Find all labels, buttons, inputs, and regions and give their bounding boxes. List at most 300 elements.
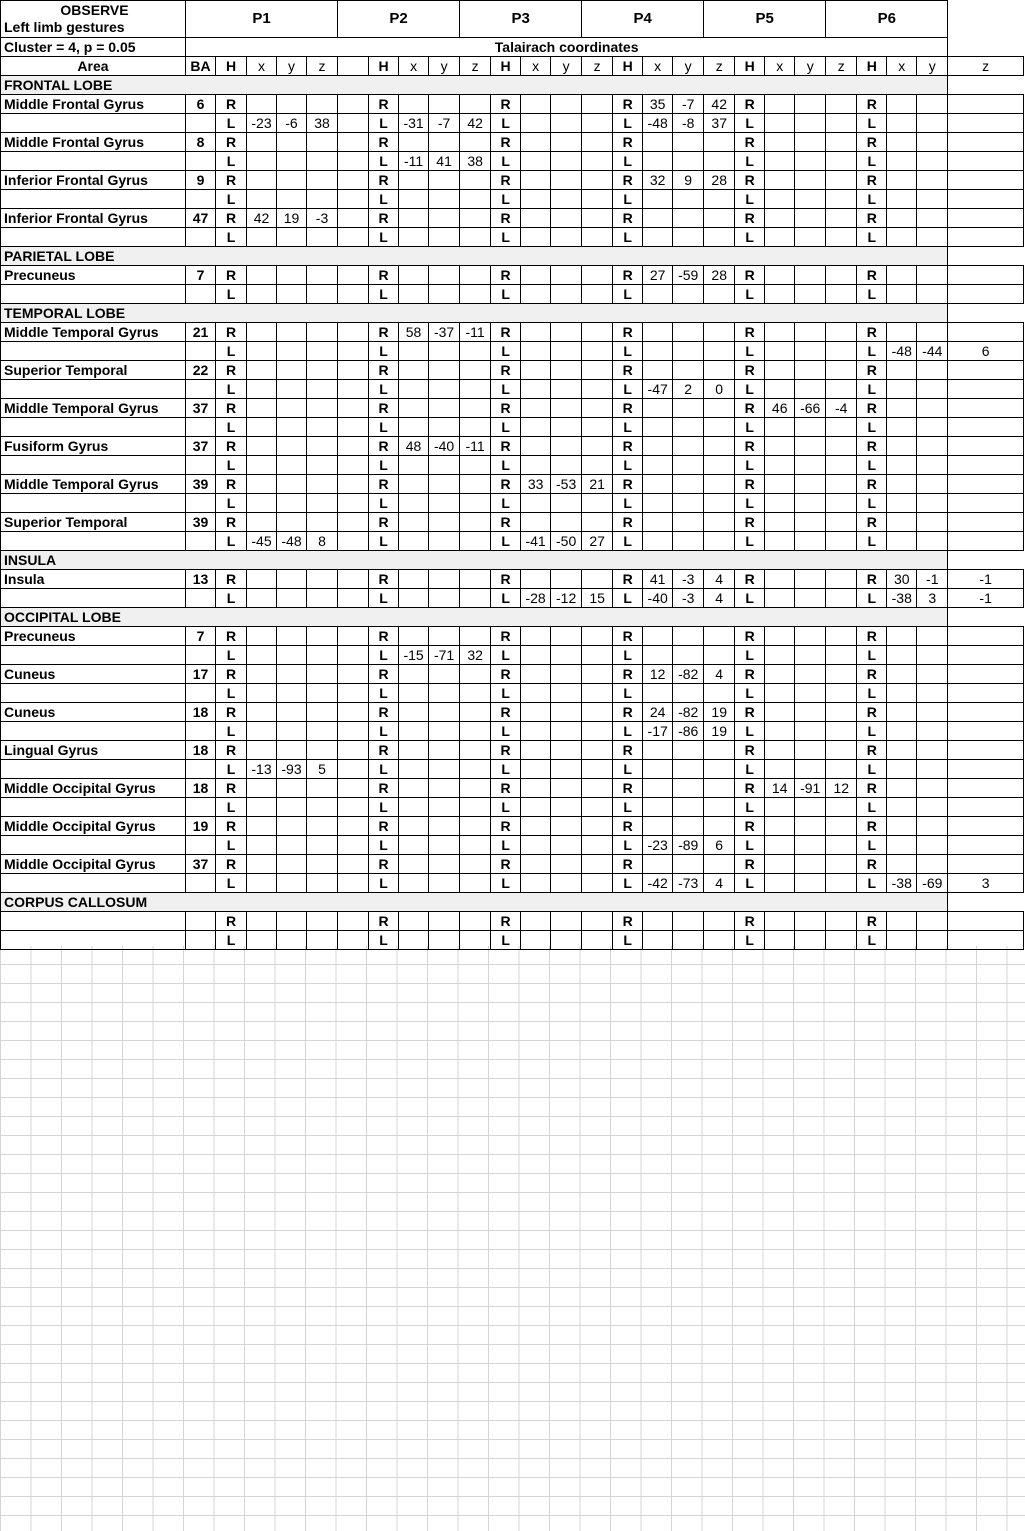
coord-z-cell xyxy=(948,152,1024,171)
coord-x-cell xyxy=(765,798,795,817)
coord-z-cell xyxy=(582,285,613,304)
area-cell: Middle Occipital Gyrus xyxy=(1,855,186,874)
coord-y-cell xyxy=(795,817,826,836)
area-cell: Middle Occipital Gyrus xyxy=(1,779,186,798)
column-header-x: x xyxy=(765,57,795,76)
pad-cell xyxy=(338,285,369,304)
pad-cell xyxy=(338,475,369,494)
coord-z-cell xyxy=(307,855,338,874)
coord-x-cell xyxy=(643,779,673,798)
coord-x-cell xyxy=(521,114,551,133)
hemisphere-cell: R xyxy=(735,133,765,152)
coord-y-cell: -91 xyxy=(795,779,826,798)
coord-x-cell xyxy=(765,95,795,114)
hemisphere-cell: R xyxy=(857,133,887,152)
coord-y-cell xyxy=(795,665,826,684)
table-row xyxy=(1,361,1024,380)
coord-y-cell: -3 xyxy=(673,570,704,589)
coord-z-cell xyxy=(582,912,613,931)
hemisphere-cell: L xyxy=(857,532,887,551)
hemisphere-cell: R xyxy=(735,513,765,532)
coord-y-cell xyxy=(673,532,704,551)
coord-x-cell xyxy=(643,285,673,304)
hemisphere-cell: R xyxy=(857,323,887,342)
pad-cell xyxy=(338,665,369,684)
hemisphere-cell: L xyxy=(857,418,887,437)
column-header-y: y xyxy=(795,57,826,76)
coord-x-cell xyxy=(399,171,429,190)
coord-z-cell: 19 xyxy=(704,722,735,741)
pad-cell xyxy=(338,836,369,855)
area-cell: Middle Temporal Gyrus xyxy=(1,475,186,494)
coord-x-cell xyxy=(399,418,429,437)
participant-header-p6: P6 xyxy=(826,1,948,38)
coord-x-cell xyxy=(765,228,795,247)
coord-z-cell xyxy=(948,190,1024,209)
hemisphere-cell: L xyxy=(735,190,765,209)
coord-x-cell xyxy=(521,418,551,437)
observe-label xyxy=(1,1,186,38)
hemisphere-cell: R xyxy=(735,665,765,684)
coord-x-cell xyxy=(887,228,917,247)
coord-x-cell: 12 xyxy=(643,665,673,684)
coord-y-cell xyxy=(277,95,307,114)
coord-z-cell xyxy=(704,190,735,209)
table-row xyxy=(1,456,1024,475)
coord-z-cell xyxy=(826,627,857,646)
coord-y-cell xyxy=(429,190,460,209)
coord-x-cell xyxy=(247,627,277,646)
coord-x-cell xyxy=(765,513,795,532)
coord-z-cell xyxy=(704,741,735,760)
coord-x-cell xyxy=(643,152,673,171)
coord-z-cell xyxy=(460,418,491,437)
coord-z-cell xyxy=(826,931,857,950)
section-row xyxy=(1,608,1024,627)
coord-y-cell xyxy=(551,665,582,684)
coord-z-cell xyxy=(582,570,613,589)
hemisphere-cell: R xyxy=(491,399,521,418)
coord-y-cell xyxy=(429,722,460,741)
coord-y-cell xyxy=(551,912,582,931)
coord-y-cell xyxy=(795,437,826,456)
coord-x-cell xyxy=(247,475,277,494)
coord-y-cell xyxy=(551,456,582,475)
hemisphere-cell: L xyxy=(216,456,247,475)
coord-y-cell: -3 xyxy=(673,589,704,608)
coord-y-cell: -6 xyxy=(277,114,307,133)
hemisphere-cell: R xyxy=(369,779,399,798)
coord-x-cell xyxy=(247,133,277,152)
coord-x-cell xyxy=(399,532,429,551)
coord-y-cell: -89 xyxy=(673,836,704,855)
coord-y-cell xyxy=(277,285,307,304)
hemisphere-cell: L xyxy=(735,684,765,703)
coord-x-cell: -15 xyxy=(399,646,429,665)
coord-x-cell xyxy=(399,285,429,304)
coord-x-cell xyxy=(643,342,673,361)
coord-y-cell xyxy=(795,703,826,722)
coord-z-cell xyxy=(704,399,735,418)
coord-z-cell xyxy=(826,646,857,665)
hemisphere-cell: L xyxy=(491,418,521,437)
coord-x-cell xyxy=(247,190,277,209)
hemisphere-cell: R xyxy=(613,817,643,836)
coord-x-cell xyxy=(887,418,917,437)
area-cell-empty xyxy=(1,589,186,608)
coord-x-cell xyxy=(643,817,673,836)
coord-x-cell xyxy=(765,342,795,361)
coord-y-cell xyxy=(673,855,704,874)
coord-z-cell xyxy=(948,437,1024,456)
ba-cell-empty xyxy=(186,874,216,893)
table-row xyxy=(1,722,1024,741)
hemisphere-cell: L xyxy=(369,114,399,133)
area-cell-empty xyxy=(1,190,186,209)
table-row xyxy=(1,760,1024,779)
hemisphere-cell: L xyxy=(491,114,521,133)
hemisphere-cell: R xyxy=(216,741,247,760)
coord-x-cell xyxy=(521,836,551,855)
coord-y-cell xyxy=(551,399,582,418)
coord-x-cell xyxy=(765,627,795,646)
coord-z-cell xyxy=(582,836,613,855)
hemisphere-cell: R xyxy=(369,361,399,380)
hemisphere-cell: L xyxy=(216,114,247,133)
coord-x-cell xyxy=(399,95,429,114)
coord-x-cell xyxy=(247,285,277,304)
hemisphere-cell: R xyxy=(857,513,887,532)
pad-cell xyxy=(338,779,369,798)
hemisphere-cell: R xyxy=(491,570,521,589)
hemisphere-cell: L xyxy=(735,380,765,399)
coord-y-cell: -69 xyxy=(917,874,948,893)
coord-y-cell xyxy=(429,475,460,494)
hemisphere-cell: R xyxy=(491,209,521,228)
table-row xyxy=(1,779,1024,798)
hemisphere-cell: R xyxy=(613,779,643,798)
hemisphere-cell: L xyxy=(491,684,521,703)
coord-x-cell xyxy=(887,190,917,209)
coord-z-cell xyxy=(460,513,491,532)
column-header-y: y xyxy=(429,57,460,76)
coord-y-cell xyxy=(429,361,460,380)
column-header-x: x xyxy=(643,57,673,76)
coord-z-cell xyxy=(460,380,491,399)
coord-y-cell xyxy=(917,912,948,931)
coord-x-cell xyxy=(247,228,277,247)
coord-z-cell xyxy=(948,855,1024,874)
coord-x-cell xyxy=(643,190,673,209)
coord-z-cell xyxy=(307,285,338,304)
coord-x-cell xyxy=(521,855,551,874)
coord-y-cell xyxy=(429,285,460,304)
coord-y-cell xyxy=(795,722,826,741)
area-cell: Precuneus xyxy=(1,627,186,646)
hemisphere-cell: R xyxy=(735,912,765,931)
coord-y-cell xyxy=(917,494,948,513)
hemisphere-cell: R xyxy=(857,399,887,418)
pad-cell xyxy=(338,209,369,228)
coord-z-cell xyxy=(307,171,338,190)
coord-z-cell xyxy=(307,589,338,608)
hemisphere-cell: L xyxy=(491,589,521,608)
hemisphere-cell: R xyxy=(369,741,399,760)
hemisphere-cell: L xyxy=(857,342,887,361)
coord-y-cell xyxy=(673,779,704,798)
coord-x-cell xyxy=(521,760,551,779)
table-row xyxy=(1,874,1024,893)
coord-y-cell xyxy=(917,418,948,437)
coord-x-cell xyxy=(399,836,429,855)
coord-y-cell xyxy=(795,836,826,855)
coord-x-cell xyxy=(399,209,429,228)
hemisphere-cell: L xyxy=(735,760,765,779)
hemisphere-cell: R xyxy=(735,95,765,114)
coord-z-cell xyxy=(948,133,1024,152)
coord-x-cell xyxy=(521,323,551,342)
coord-x-cell xyxy=(887,152,917,171)
hemisphere-cell: L xyxy=(491,380,521,399)
hemisphere-cell: R xyxy=(613,133,643,152)
coord-y-cell xyxy=(429,703,460,722)
coord-y-cell xyxy=(277,703,307,722)
coord-x-cell: -48 xyxy=(643,114,673,133)
coord-z-cell xyxy=(307,627,338,646)
hemisphere-cell: L xyxy=(613,646,643,665)
hemisphere-cell: R xyxy=(735,817,765,836)
pad-cell xyxy=(338,171,369,190)
hemisphere-cell: L xyxy=(369,931,399,950)
coord-z-cell: 4 xyxy=(704,874,735,893)
coord-y-cell xyxy=(551,190,582,209)
coord-x-cell xyxy=(887,114,917,133)
pad-cell xyxy=(338,152,369,171)
coord-z-cell xyxy=(582,133,613,152)
hemisphere-cell: L xyxy=(369,532,399,551)
column-header-h: H xyxy=(491,57,521,76)
hemisphere-cell: R xyxy=(491,513,521,532)
coord-x-cell xyxy=(887,380,917,399)
table-row xyxy=(1,171,1024,190)
coord-x-cell xyxy=(765,760,795,779)
hemisphere-cell: L xyxy=(735,798,765,817)
coord-y-cell xyxy=(551,266,582,285)
coord-x-cell xyxy=(521,285,551,304)
hemisphere-cell: R xyxy=(735,855,765,874)
coord-x-cell xyxy=(247,323,277,342)
coord-y-cell xyxy=(277,190,307,209)
participant-header-p5: P5 xyxy=(704,1,826,38)
coord-z-cell xyxy=(948,532,1024,551)
ba-cell: 37 xyxy=(186,437,216,456)
coord-y-cell xyxy=(429,532,460,551)
hemisphere-cell: R xyxy=(735,437,765,456)
coord-y-cell xyxy=(917,817,948,836)
coord-z-cell xyxy=(582,874,613,893)
coord-z-cell: 5 xyxy=(307,760,338,779)
table-row xyxy=(1,513,1024,532)
coord-z-cell xyxy=(460,190,491,209)
column-header-z: z xyxy=(704,57,735,76)
coord-z-cell xyxy=(948,836,1024,855)
participant-header-p4: P4 xyxy=(582,1,704,38)
coord-x-cell xyxy=(247,418,277,437)
hemisphere-cell: R xyxy=(613,361,643,380)
coord-x-cell xyxy=(765,874,795,893)
coord-y-cell xyxy=(429,570,460,589)
ba-cell-empty xyxy=(186,494,216,513)
coord-x-cell: -28 xyxy=(521,589,551,608)
hemisphere-cell: L xyxy=(735,646,765,665)
coord-z-cell xyxy=(948,931,1024,950)
hemisphere-cell: L xyxy=(216,646,247,665)
coord-y-cell xyxy=(795,798,826,817)
coord-x-cell xyxy=(765,646,795,665)
coord-x-cell: 41 xyxy=(643,570,673,589)
coord-y-cell: -53 xyxy=(551,475,582,494)
coord-z-cell xyxy=(307,418,338,437)
coord-x-cell xyxy=(765,836,795,855)
coord-y-cell xyxy=(551,817,582,836)
hemisphere-cell: L xyxy=(216,532,247,551)
coord-x-cell: 24 xyxy=(643,703,673,722)
coord-z-cell xyxy=(826,209,857,228)
coord-x-cell: 14 xyxy=(765,779,795,798)
coord-z-cell xyxy=(826,342,857,361)
coord-z-cell xyxy=(307,380,338,399)
coord-x-cell xyxy=(521,722,551,741)
hemisphere-cell: R xyxy=(369,570,399,589)
coord-y-cell xyxy=(277,513,307,532)
coord-y-cell xyxy=(673,285,704,304)
hemisphere-cell: R xyxy=(216,323,247,342)
ba-cell: 39 xyxy=(186,475,216,494)
coord-y-cell xyxy=(673,152,704,171)
table-row xyxy=(1,494,1024,513)
area-cell: Insula xyxy=(1,570,186,589)
coord-x-cell: -31 xyxy=(399,114,429,133)
coord-z-cell xyxy=(307,798,338,817)
hemisphere-cell: L xyxy=(216,380,247,399)
coord-y-cell xyxy=(917,741,948,760)
coord-z-cell xyxy=(948,741,1024,760)
coord-z-cell xyxy=(307,190,338,209)
pad-cell xyxy=(338,323,369,342)
coord-z-cell xyxy=(704,532,735,551)
coord-x-cell xyxy=(887,665,917,684)
coord-z-cell xyxy=(582,437,613,456)
coord-x-cell xyxy=(765,380,795,399)
coord-x-cell xyxy=(521,152,551,171)
hemisphere-cell: R xyxy=(369,703,399,722)
coord-z-cell: 37 xyxy=(704,114,735,133)
hemisphere-cell: R xyxy=(369,399,399,418)
coord-x-cell xyxy=(399,912,429,931)
coord-y-cell xyxy=(277,779,307,798)
coord-x-cell xyxy=(887,95,917,114)
coord-y-cell xyxy=(673,513,704,532)
coord-y-cell xyxy=(429,266,460,285)
coord-y-cell xyxy=(795,361,826,380)
coord-z-cell: -11 xyxy=(460,323,491,342)
coord-y-cell xyxy=(429,912,460,931)
coord-z-cell xyxy=(460,589,491,608)
coord-y-cell xyxy=(917,627,948,646)
coord-z-cell xyxy=(948,779,1024,798)
coord-z-cell xyxy=(307,836,338,855)
coord-x-cell xyxy=(887,494,917,513)
coord-x-cell xyxy=(521,912,551,931)
coord-z-cell xyxy=(582,494,613,513)
hemisphere-cell: L xyxy=(369,152,399,171)
hemisphere-cell: L xyxy=(369,646,399,665)
header-row-cluster xyxy=(1,38,1024,57)
coord-y-cell xyxy=(551,703,582,722)
coord-x-cell xyxy=(765,494,795,513)
coord-x-cell: 33 xyxy=(521,475,551,494)
coord-z-cell xyxy=(582,152,613,171)
coord-x-cell: -45 xyxy=(247,532,277,551)
hemisphere-cell: L xyxy=(735,285,765,304)
hemisphere-cell: R xyxy=(216,570,247,589)
area-cell: Lingual Gyrus xyxy=(1,741,186,760)
coord-x-cell xyxy=(765,570,795,589)
coord-z-cell: 4 xyxy=(704,665,735,684)
hemisphere-cell: L xyxy=(491,760,521,779)
coord-z-cell xyxy=(582,817,613,836)
coord-z-cell xyxy=(826,532,857,551)
coord-x-cell xyxy=(887,285,917,304)
coord-z-cell xyxy=(948,285,1024,304)
coord-y-cell xyxy=(429,589,460,608)
coord-x-cell xyxy=(521,703,551,722)
table-row xyxy=(1,570,1024,589)
hemisphere-cell: R xyxy=(216,855,247,874)
table-row xyxy=(1,190,1024,209)
hemisphere-cell: R xyxy=(491,171,521,190)
coord-y-cell xyxy=(673,627,704,646)
coord-y-cell xyxy=(917,684,948,703)
coord-y-cell xyxy=(277,323,307,342)
ba-cell-empty xyxy=(186,931,216,950)
hemisphere-cell: R xyxy=(613,855,643,874)
coord-z-cell: 21 xyxy=(582,475,613,494)
hemisphere-cell: R xyxy=(613,475,643,494)
coord-z-cell: -3 xyxy=(307,209,338,228)
hemisphere-cell: L xyxy=(613,722,643,741)
header-row-columns xyxy=(1,57,1024,76)
coord-x-cell xyxy=(399,855,429,874)
coord-y-cell: -82 xyxy=(673,703,704,722)
hemisphere-cell: L xyxy=(735,418,765,437)
coord-z-cell xyxy=(582,228,613,247)
coord-z-cell: 15 xyxy=(582,589,613,608)
hemisphere-cell: L xyxy=(369,874,399,893)
coord-y-cell: -48 xyxy=(277,532,307,551)
hemisphere-cell: L xyxy=(491,646,521,665)
hemisphere-cell: R xyxy=(735,703,765,722)
area-cell-empty xyxy=(1,285,186,304)
hemisphere-cell: L xyxy=(857,798,887,817)
hemisphere-cell: R xyxy=(491,817,521,836)
coord-z-cell: 6 xyxy=(948,342,1024,361)
coord-y-cell xyxy=(795,855,826,874)
coord-x-cell xyxy=(765,152,795,171)
hemisphere-cell: L xyxy=(613,342,643,361)
hemisphere-cell: R xyxy=(735,475,765,494)
area-cell: Precuneus xyxy=(1,266,186,285)
